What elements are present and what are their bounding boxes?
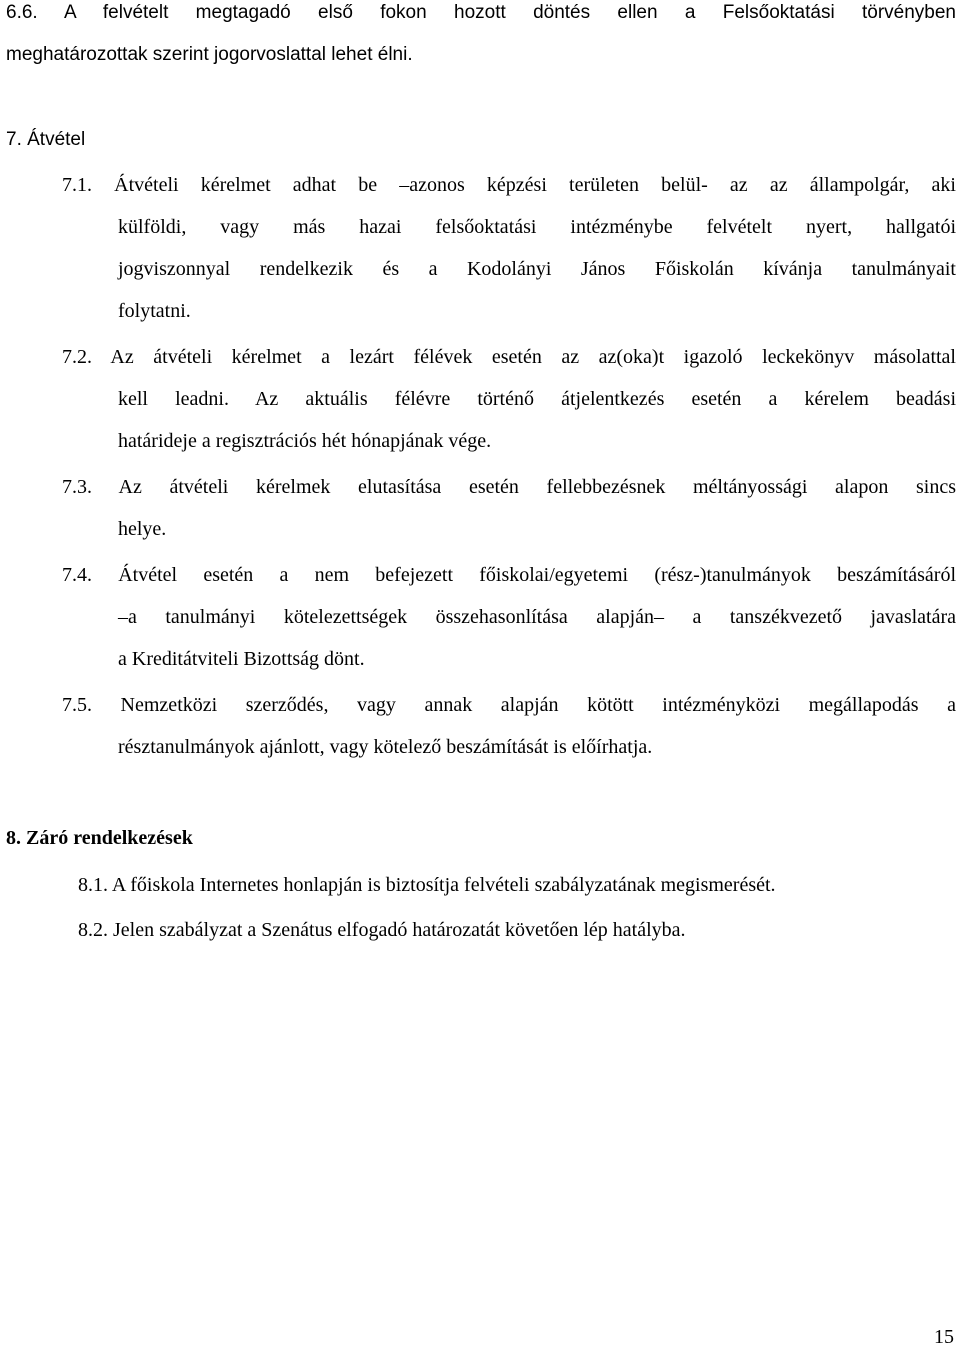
- para-7-2-line-3: határideje a regisztrációs hét hónapjának vége.: [118, 430, 492, 452]
- section-8-heading: 8. Záró rendelkezések: [6, 827, 193, 849]
- para-7-3-line-2: helye.: [118, 518, 167, 540]
- para-6-6-line-2: meghatározottak szerint jogorvoslattal lehet élni.: [6, 44, 413, 65]
- para-7-5-line-2: résztanulmányok ajánlott, vagy kötelező beszámítását is előírhatja.: [118, 736, 653, 758]
- para-6-6-line-1: 6.6. A felvételt megtagadó első fokon hozott döntés ellen a Felsőoktatási törvényben: [6, 2, 956, 23]
- para-7-3-line-1: 7.3. Az átvételi kérelmek elutasítása esetén fellebbezésnek méltányossági alapon sincs: [62, 476, 956, 498]
- para-7-4-line-3: a Kreditátviteli Bizottság dönt.: [118, 648, 365, 670]
- para-7-1-line-4: folytatni.: [118, 300, 191, 322]
- para-7-4-line-1: 7.4. Átvétel esetén a nem befejezett főiskolai/egyetemi (rész-)tanulmányok beszámításáról: [62, 564, 956, 586]
- para-7-1-line-3: jogviszonnyal rendelkezik és a Kodolányi János Főiskolán kívánja tanulmányait: [118, 258, 956, 280]
- para-8-1: 8.1. A főiskola Internetes honlapján is biztosítja felvételi szabályzatának megismerését.: [78, 874, 776, 896]
- para-8-2: 8.2. Jelen szabályzat a Szenátus elfogadó határozatát követően lép hatályba.: [78, 919, 686, 941]
- para-7-1-line-1: 7.1. Átvételi kérelmet adhat be –azonos képzési területen belül- az az állampolgár, aki: [62, 174, 956, 196]
- para-7-4-line-2: –a tanulmányi kötelezettségek összehasonlítása alapján– a tanszékvezető javaslatára: [118, 606, 956, 628]
- para-7-2-line-2: kell leadni. Az aktuális félévre történő átjelentkezés esetén a kérelem beadási: [118, 388, 956, 410]
- para-7-1-line-2: külföldi, vagy más hazai felsőoktatási intézménybe felvételt nyert, hallgatói: [118, 216, 956, 238]
- section-7-heading: 7. Átvétel: [6, 129, 86, 150]
- para-7-5-line-1: 7.5. Nemzetközi szerződés, vagy annak alapján kötött intézményközi megállapodás a: [62, 694, 956, 716]
- para-7-2-line-1: 7.2. Az átvételi kérelmet a lezárt félévek esetén az az(oka)t igazoló leckekönyv másolattal: [62, 346, 956, 368]
- page-number: 15: [934, 1326, 954, 1348]
